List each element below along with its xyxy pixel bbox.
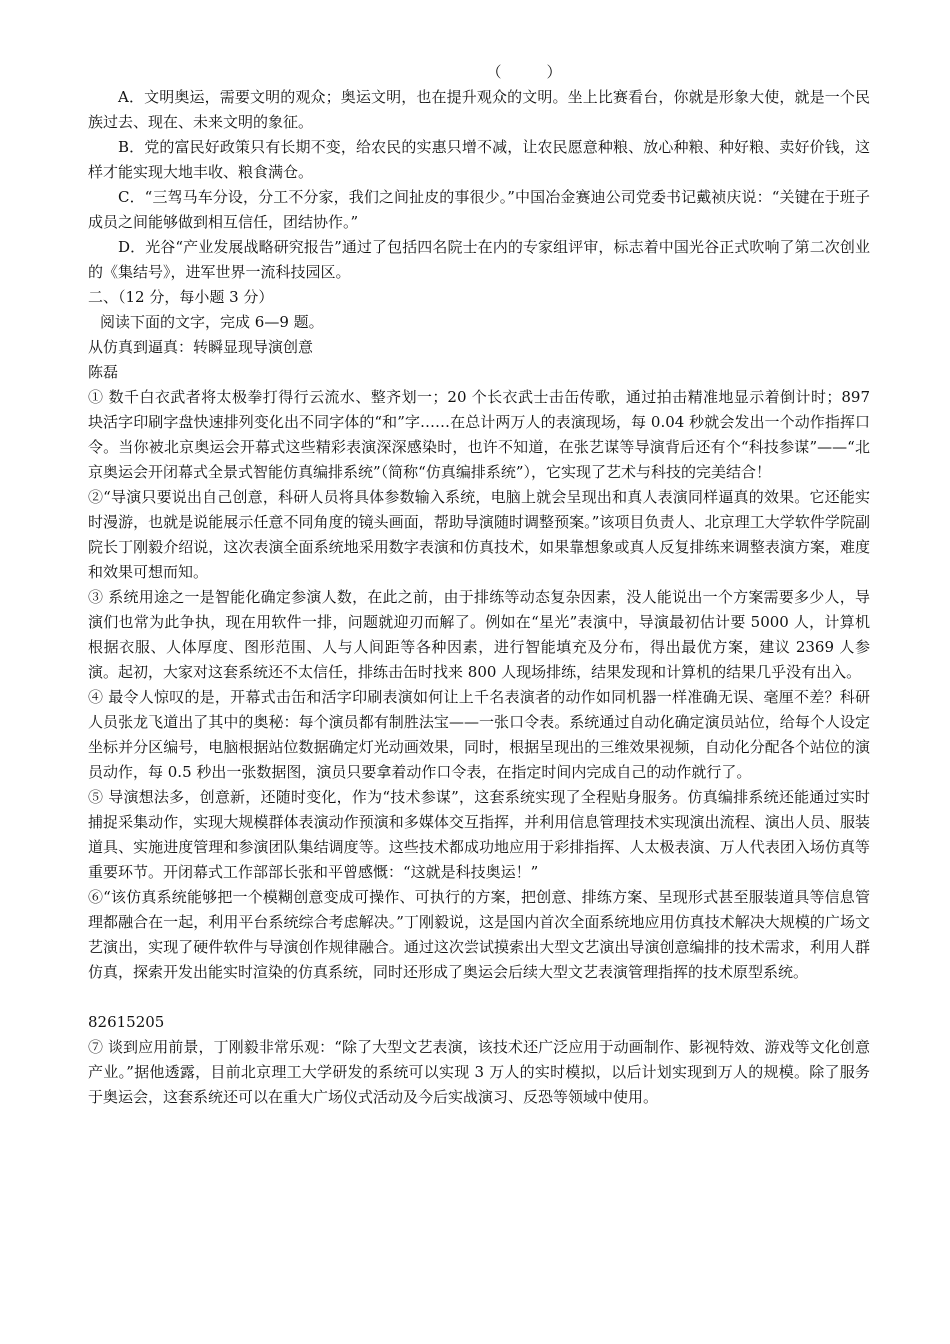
number-line: 82615205 <box>88 1013 165 1031</box>
document-page <box>88 60 870 1110</box>
article-paragraph-4: ④ 最令人惊叹的是，开幕式击缶和活字印刷表演如何让上千名表演者的动作如同机器一样准确无误、毫厘不差？科研人员张龙飞道出了其中的奥秘：每个演员都有制胜法宝——一张口令表。系统通过自动化确定演员站位，给每个人设定坐标并分区编号，电脑根据站位数据确定灯光动画效果，同时，根据呈现出的三维效果视频，自动化分配各个站位的演员动作，每 0.5 秒出一张数据图，演员只要拿着动作口令表，在指定时间内完成自己的动作就行了。 <box>88 688 870 781</box>
option-b: B．党的富民好政策只有长期不变，给农民的实惠只增不减，让农民愿意种粮、放心种粮、种好粮、卖好价钱，这样才能实现大地丰收、粮食满仓。 <box>88 138 870 181</box>
article-paragraph-6: ⑥“该仿真系统能够把一个模糊创意变成可操作、可执行的方案，把创意、排练方案、呈现形式甚至服装道具等信息管理都融合在一起，利用平台系统综合考虑解决。”丁刚毅说，这是国内首次全面系统地应用仿真技术解决大规模的广场文艺演出，实现了硬件软件与导演创作规律融合。通过这次尝试摸索出大型文艺演出导演创意编排的技术需求，利用人群仿真，探索开发出能实时渲染的仿真系统，同时还形成了奥运会后续大型文艺表演管理指挥的技术原型系统。 <box>88 888 870 981</box>
answer-bracket: （ ） <box>486 63 562 81</box>
blank-line <box>88 985 870 1010</box>
article-title: 从仿真到逼真：转瞬显现导演创意 <box>88 338 314 356</box>
article-paragraph-2: ②“导演只要说出自己创意，科研人员将具体参数输入系统，电脑上就会呈现出和真人表演同样逼真的效果。它还能实时漫游，也就是说能展示任意不同角度的镜头画面，帮助导演随时调整预案。”该项目负责人、北京理工大学软件学院副院长丁刚毅介绍说，这次表演全面系统地采用数字表演和仿真技术，如果靠想象或真人反复排练来调整表演方案，难度和效果可想而知。 <box>88 488 870 581</box>
article-paragraph-3: ③ 系统用途之一是智能化确定参演人数，在此之前，由于排练等动态复杂因素，没人能说出一个方案需要多少人，导演们也常为此争执，现在用软件一排，问题就迎刃而解了。例如在“星光”表演中，导演最初估计要 5000 人，计算机根据衣服、人体厚度、图形范围、人与人间距等各种因素，进行智能填充及分布，得出最优方案，建议 2369 人参演。起初，大家对这套系统还不太信任，排练击缶时找来 800 人现场排练，结果发现和计算机的结果几乎没有出入。 <box>88 588 870 681</box>
section-header: 二、（12 分，每小题 3 分） <box>88 288 274 306</box>
article-author: 陈磊 <box>88 363 119 381</box>
option-a: A．文明奥运，需要文明的观众；奥运文明，也在提升观众的文明。坐上比赛看台，你就是形象大使，就是一个民族过去、现在、未来文明的象征。 <box>88 88 870 131</box>
article-paragraph-1: ① 数千白衣武者将太极拳打得行云流水、整齐划一；20 个长衣武士击缶传歌，通过拍击精准地显示着倒计时；897 块活字印刷字盘快速排列变化出不同字体的“和”字……在总计两万人的表演现场，每 0.04 秒就会发出一个动作指挥口令。当你被北京奥运会开幕式这些精彩表演深深感染时，也许不知道，在张艺谋等导演背后还有个“科技参谋”——“北京奥运会开闭幕式全景式智能仿真编排系统”（简称“仿真编排系统”），它实现了艺术与科技的完美结合！ <box>88 388 870 481</box>
option-c: C．“三驾马车分设，分工不分家，我们之间扯皮的事很少。”中国冶金赛迪公司党委书记戴祯庆说：“关键在于班子成员之间能够做到相互信任，团结协作。” <box>88 188 870 231</box>
reading-instruction: 阅读下面的文字，完成 6—9 题。 <box>100 313 324 331</box>
article-paragraph-7: ⑦ 谈到应用前景，丁刚毅非常乐观：“除了大型文艺表演，该技术还广泛应用于动画制作、影视特效、游戏等文化创意产业。”据他透露，目前北京理工大学研发的系统可以实现 3 万人的实时模拟，以后计划实现到万人的规模。除了服务于奥运会，这套系统还可以在重大广场仪式活动及今后实战演习、反恐等领域中使用。 <box>88 1038 870 1106</box>
article-paragraph-5: ⑤ 导演想法多，创意新，还随时变化，作为“技术参谋”，这套系统实现了全程贴身服务。仿真编排系统还能通过实时捕捉采集动作，实现大规模群体表演动作预演和多媒体交互指挥，并利用信息管理技术实现演出流程、演出人员、服装道具、实施进度管理和参演团队集结调度等。这些技术都成功地应用于彩排指挥、人太极表演、万人代表团入场仿真等重要环节。开闭幕式工作部部长张和平曾感慨：“这就是科技奥运！” <box>88 788 870 881</box>
option-d: D．光谷“产业发展战略研究报告”通过了包括四名院士在内的专家组评审，标志着中国光谷正式吹响了第二次创业的《集结号》，进军世界一流科技园区。 <box>88 238 870 281</box>
